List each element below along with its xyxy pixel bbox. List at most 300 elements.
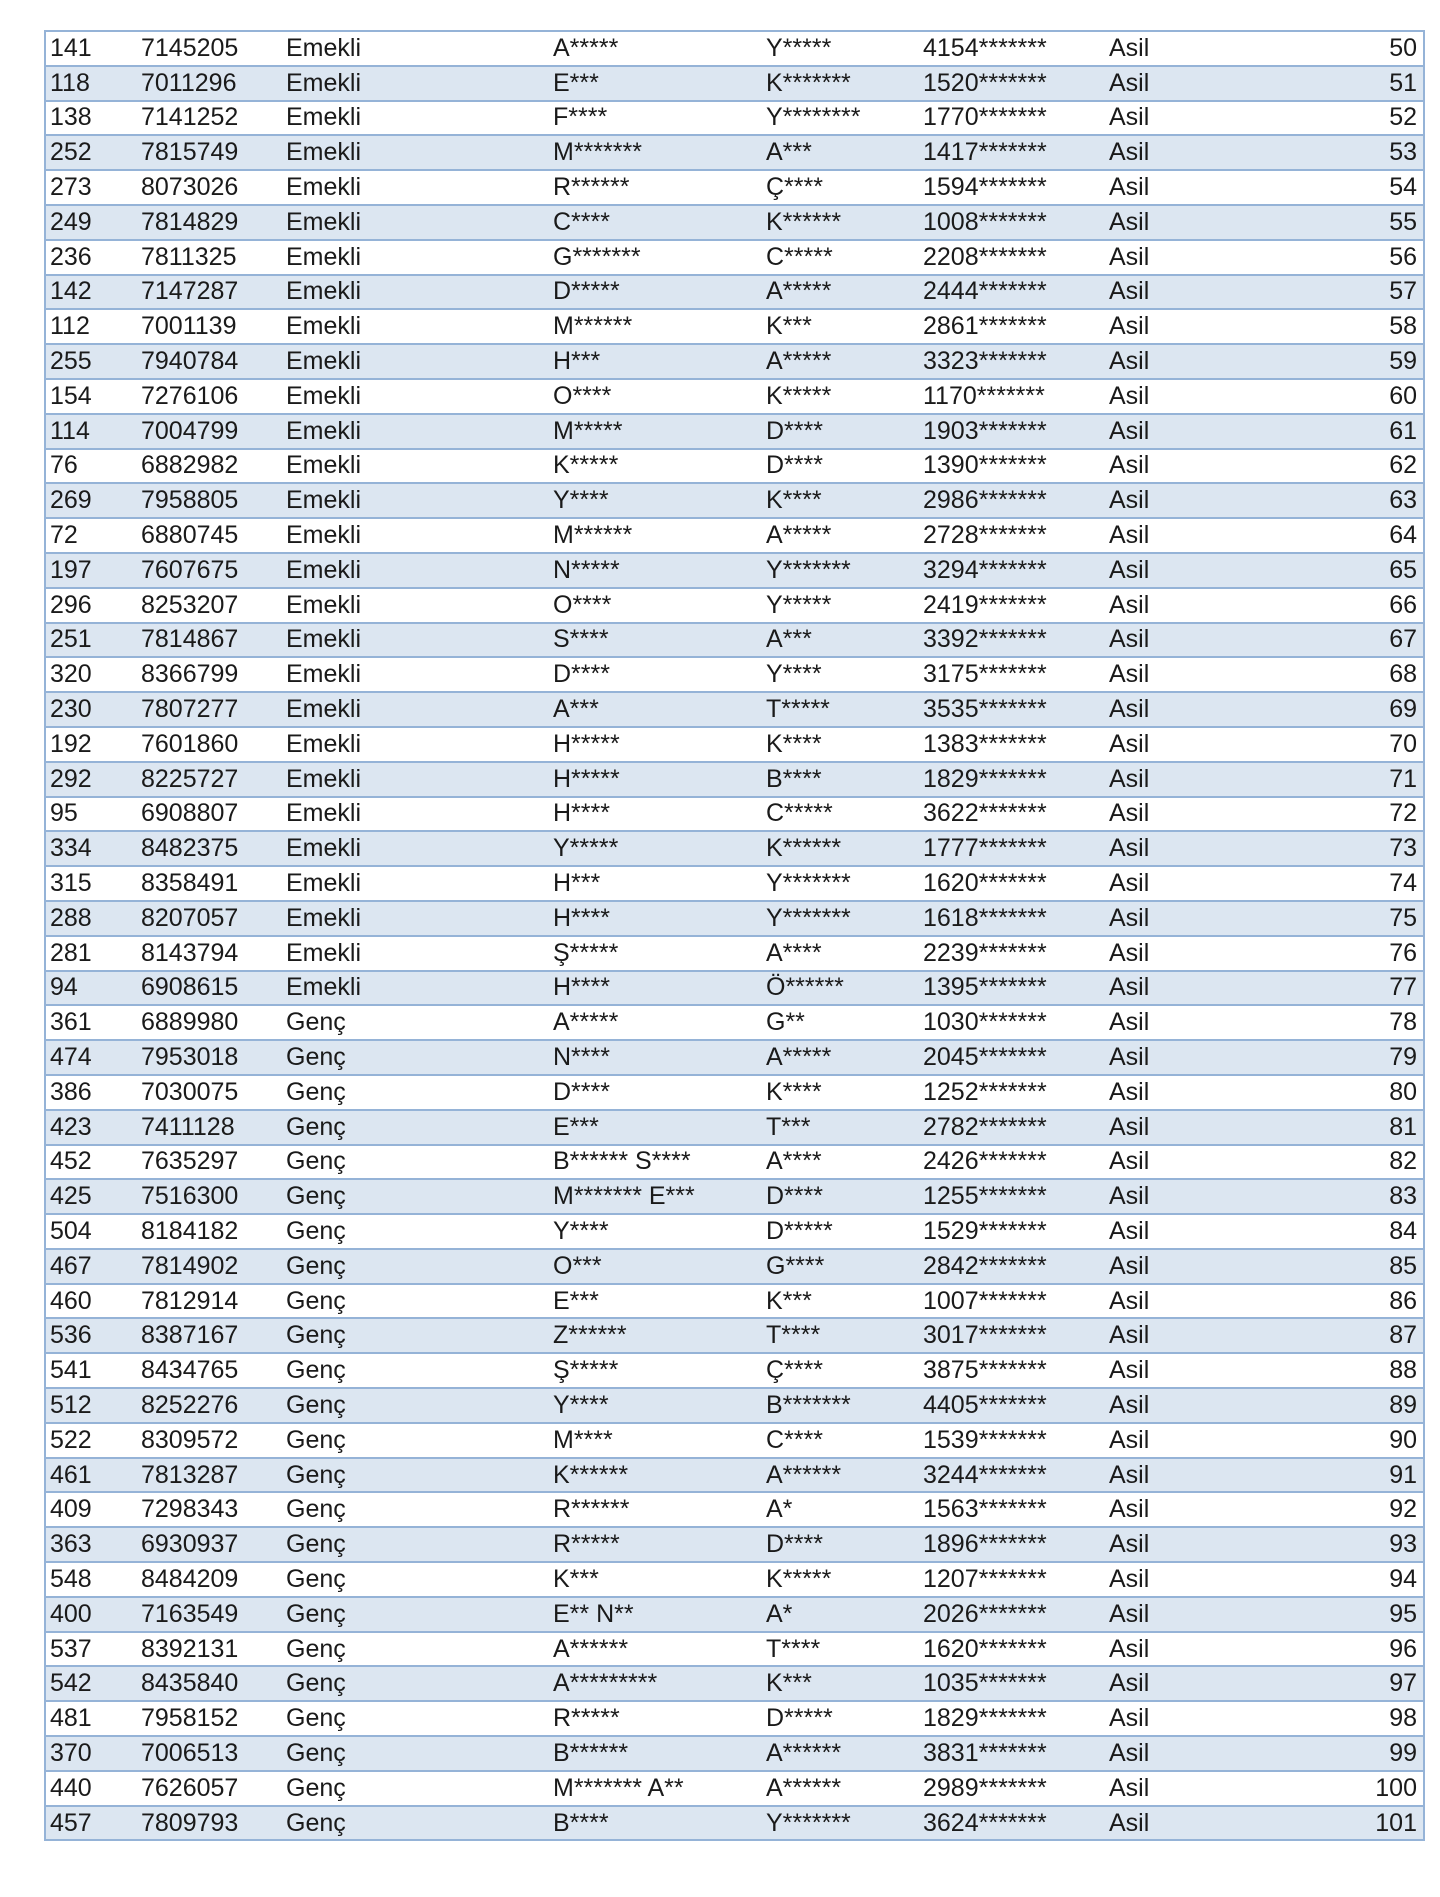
application-number-cell: 7607675 (137, 553, 282, 588)
table-row (45, 1075, 1424, 1110)
id-number-cell: 1777******* (919, 831, 1105, 866)
application-number-cell: 7815749 (137, 135, 282, 170)
table-row (45, 692, 1424, 727)
first-name-cell: R***** (549, 1527, 762, 1562)
table-row (45, 1214, 1424, 1249)
last-name-cell: A* (762, 1492, 919, 1527)
id-number-cell: 1007******* (919, 1284, 1105, 1319)
first-name-cell: K****** (549, 1458, 762, 1493)
category-cell: Genç (282, 1666, 549, 1701)
rank-cell: 52 (1215, 101, 1424, 136)
last-name-cell: T*** (762, 1110, 919, 1145)
row-id-cell: 296 (45, 588, 137, 623)
row-id-cell: 548 (45, 1562, 137, 1597)
table-row (45, 1110, 1424, 1145)
rank-cell: 66 (1215, 588, 1424, 623)
first-name-cell: B****** (549, 1736, 762, 1771)
id-number-cell: 1395******* (919, 971, 1105, 1006)
status-cell: Asil (1105, 1353, 1215, 1388)
first-name-cell: Z****** (549, 1318, 762, 1353)
id-number-cell: 1520******* (919, 66, 1105, 101)
table-row (45, 1005, 1424, 1040)
application-number-cell: 7145205 (137, 31, 282, 66)
id-number-cell: 1529******* (919, 1214, 1105, 1249)
rank-cell: 79 (1215, 1040, 1424, 1075)
row-id-cell: 320 (45, 657, 137, 692)
table-row (45, 727, 1424, 762)
row-id-cell: 141 (45, 31, 137, 66)
first-name-cell: H***** (549, 762, 762, 797)
application-number-cell: 8434765 (137, 1353, 282, 1388)
status-cell: Asil (1105, 1632, 1215, 1667)
status-cell: Asil (1105, 1423, 1215, 1458)
application-number-cell: 7298343 (137, 1492, 282, 1527)
application-number-cell: 8207057 (137, 901, 282, 936)
table-row (45, 1388, 1424, 1423)
id-number-cell: 3294******* (919, 553, 1105, 588)
last-name-cell: K**** (762, 1075, 919, 1110)
row-id-cell: 522 (45, 1423, 137, 1458)
last-name-cell: D**** (762, 1179, 919, 1214)
id-number-cell: 4154******* (919, 31, 1105, 66)
id-number-cell: 1896******* (919, 1527, 1105, 1562)
table-row (45, 170, 1424, 205)
rank-cell: 53 (1215, 135, 1424, 170)
rank-cell: 58 (1215, 309, 1424, 344)
category-cell: Emekli (282, 623, 549, 658)
status-cell: Asil (1105, 831, 1215, 866)
id-number-cell: 4405******* (919, 1388, 1105, 1423)
table-row (45, 309, 1424, 344)
last-name-cell: A***** (762, 275, 919, 310)
first-name-cell: E** N** (549, 1597, 762, 1632)
id-number-cell: 1770******* (919, 101, 1105, 136)
last-name-cell: Y******* (762, 901, 919, 936)
row-id-cell: 440 (45, 1771, 137, 1806)
rank-cell: 95 (1215, 1597, 1424, 1632)
id-number-cell: 1829******* (919, 1701, 1105, 1736)
category-cell: Emekli (282, 170, 549, 205)
table-row (45, 379, 1424, 414)
results-table (44, 30, 1425, 1841)
id-number-cell: 3175******* (919, 657, 1105, 692)
row-id-cell: 269 (45, 483, 137, 518)
last-name-cell: D**** (762, 449, 919, 484)
first-name-cell: H**** (549, 901, 762, 936)
rank-cell: 84 (1215, 1214, 1424, 1249)
last-name-cell: D***** (762, 1701, 919, 1736)
id-number-cell: 1618******* (919, 901, 1105, 936)
last-name-cell: Y******* (762, 1806, 919, 1841)
category-cell: Genç (282, 1249, 549, 1284)
status-cell: Asil (1105, 1701, 1215, 1736)
rank-cell: 62 (1215, 449, 1424, 484)
category-cell: Emekli (282, 135, 549, 170)
rank-cell: 63 (1215, 483, 1424, 518)
first-name-cell: M****** (549, 518, 762, 553)
application-number-cell: 7811325 (137, 240, 282, 275)
last-name-cell: K*** (762, 309, 919, 344)
table-row (45, 483, 1424, 518)
rank-cell: 75 (1215, 901, 1424, 936)
category-cell: Emekli (282, 588, 549, 623)
status-cell: Asil (1105, 657, 1215, 692)
application-number-cell: 7626057 (137, 1771, 282, 1806)
category-cell: Genç (282, 1701, 549, 1736)
application-number-cell: 7958152 (137, 1701, 282, 1736)
status-cell: Asil (1105, 449, 1215, 484)
row-id-cell: 252 (45, 135, 137, 170)
table-row (45, 1806, 1424, 1841)
table-row (45, 797, 1424, 832)
application-number-cell: 8309572 (137, 1423, 282, 1458)
rank-cell: 96 (1215, 1632, 1424, 1667)
table-row (45, 135, 1424, 170)
table-row (45, 240, 1424, 275)
id-number-cell: 2782******* (919, 1110, 1105, 1145)
table-row (45, 1527, 1424, 1562)
rank-cell: 83 (1215, 1179, 1424, 1214)
first-name-cell: Y**** (549, 483, 762, 518)
category-cell: Genç (282, 1318, 549, 1353)
status-cell: Asil (1105, 66, 1215, 101)
status-cell: Asil (1105, 1458, 1215, 1493)
id-number-cell: 1563******* (919, 1492, 1105, 1527)
rank-cell: 69 (1215, 692, 1424, 727)
row-id-cell: 425 (45, 1179, 137, 1214)
application-number-cell: 7813287 (137, 1458, 282, 1493)
last-name-cell: D**** (762, 1527, 919, 1562)
category-cell: Emekli (282, 518, 549, 553)
status-cell: Asil (1105, 309, 1215, 344)
first-name-cell: D***** (549, 275, 762, 310)
row-id-cell: 251 (45, 623, 137, 658)
last-name-cell: K****** (762, 205, 919, 240)
table-row (45, 344, 1424, 379)
status-cell: Asil (1105, 762, 1215, 797)
status-cell: Asil (1105, 1249, 1215, 1284)
category-cell: Genç (282, 1005, 549, 1040)
category-cell: Emekli (282, 275, 549, 310)
last-name-cell: A***** (762, 518, 919, 553)
application-number-cell: 7411128 (137, 1110, 282, 1145)
application-number-cell: 7635297 (137, 1145, 282, 1180)
first-name-cell: A***** (549, 1005, 762, 1040)
table-row (45, 1249, 1424, 1284)
status-cell: Asil (1105, 1214, 1215, 1249)
status-cell: Asil (1105, 101, 1215, 136)
last-name-cell: C***** (762, 797, 919, 832)
status-cell: Asil (1105, 1771, 1215, 1806)
last-name-cell: B**** (762, 762, 919, 797)
rank-cell: 101 (1215, 1806, 1424, 1841)
first-name-cell: Ş***** (549, 936, 762, 971)
last-name-cell: A**** (762, 1145, 919, 1180)
table-row (45, 1736, 1424, 1771)
rank-cell: 59 (1215, 344, 1424, 379)
rank-cell: 85 (1215, 1249, 1424, 1284)
application-number-cell: 7163549 (137, 1597, 282, 1632)
application-number-cell: 8253207 (137, 588, 282, 623)
table-row (45, 101, 1424, 136)
category-cell: Emekli (282, 240, 549, 275)
last-name-cell: T**** (762, 1318, 919, 1353)
id-number-cell: 3323******* (919, 344, 1105, 379)
row-id-cell: 112 (45, 309, 137, 344)
first-name-cell: D**** (549, 657, 762, 692)
id-number-cell: 2419******* (919, 588, 1105, 623)
category-cell: Genç (282, 1388, 549, 1423)
first-name-cell: A********* (549, 1666, 762, 1701)
row-id-cell: 512 (45, 1388, 137, 1423)
row-id-cell: 541 (45, 1353, 137, 1388)
row-id-cell: 363 (45, 1527, 137, 1562)
rank-cell: 98 (1215, 1701, 1424, 1736)
last-name-cell: A* (762, 1597, 919, 1632)
row-id-cell: 452 (45, 1145, 137, 1180)
rank-cell: 51 (1215, 66, 1424, 101)
application-number-cell: 7807277 (137, 692, 282, 727)
id-number-cell: 1035******* (919, 1666, 1105, 1701)
first-name-cell: M******* A** (549, 1771, 762, 1806)
last-name-cell: T**** (762, 1632, 919, 1667)
last-name-cell: Ç**** (762, 1353, 919, 1388)
rank-cell: 64 (1215, 518, 1424, 553)
first-name-cell: M**** (549, 1423, 762, 1458)
id-number-cell: 1903******* (919, 414, 1105, 449)
category-cell: Genç (282, 1562, 549, 1597)
rank-cell: 87 (1215, 1318, 1424, 1353)
first-name-cell: O*** (549, 1249, 762, 1284)
first-name-cell: F**** (549, 101, 762, 136)
last-name-cell: T***** (762, 692, 919, 727)
rank-cell: 81 (1215, 1110, 1424, 1145)
category-cell: Emekli (282, 797, 549, 832)
status-cell: Asil (1105, 1736, 1215, 1771)
id-number-cell: 1620******* (919, 866, 1105, 901)
status-cell: Asil (1105, 727, 1215, 762)
row-id-cell: 292 (45, 762, 137, 797)
first-name-cell: N***** (549, 553, 762, 588)
last-name-cell: K*** (762, 1666, 919, 1701)
table-row (45, 1284, 1424, 1319)
row-id-cell: 288 (45, 901, 137, 936)
first-name-cell: A***** (549, 31, 762, 66)
category-cell: Genç (282, 1145, 549, 1180)
id-number-cell: 1620******* (919, 1632, 1105, 1667)
id-number-cell: 2208******* (919, 240, 1105, 275)
last-name-cell: D**** (762, 414, 919, 449)
status-cell: Asil (1105, 797, 1215, 832)
status-cell: Asil (1105, 588, 1215, 623)
application-number-cell: 7276106 (137, 379, 282, 414)
first-name-cell: H*** (549, 866, 762, 901)
application-number-cell: 6889980 (137, 1005, 282, 1040)
first-name-cell: R****** (549, 170, 762, 205)
id-number-cell: 2989******* (919, 1771, 1105, 1806)
last-name-cell: K******* (762, 66, 919, 101)
rank-cell: 60 (1215, 379, 1424, 414)
id-number-cell: 1252******* (919, 1075, 1105, 1110)
id-number-cell: 3875******* (919, 1353, 1105, 1388)
first-name-cell: K***** (549, 449, 762, 484)
status-cell: Asil (1105, 205, 1215, 240)
first-name-cell: H*** (549, 344, 762, 379)
last-name-cell: Y******* (762, 866, 919, 901)
category-cell: Emekli (282, 553, 549, 588)
last-name-cell: K****** (762, 831, 919, 866)
application-number-cell: 7601860 (137, 727, 282, 762)
first-name-cell: Ş***** (549, 1353, 762, 1388)
results-table-container (44, 30, 1423, 1841)
category-cell: Genç (282, 1284, 549, 1319)
last-name-cell: A***** (762, 1040, 919, 1075)
status-cell: Asil (1105, 1597, 1215, 1632)
rank-cell: 74 (1215, 866, 1424, 901)
row-id-cell: 386 (45, 1075, 137, 1110)
first-name-cell: A****** (549, 1632, 762, 1667)
status-cell: Asil (1105, 971, 1215, 1006)
table-row (45, 1040, 1424, 1075)
application-number-cell: 7141252 (137, 101, 282, 136)
application-number-cell: 8358491 (137, 866, 282, 901)
rank-cell: 93 (1215, 1527, 1424, 1562)
first-name-cell: M****** (549, 309, 762, 344)
category-cell: Genç (282, 1527, 549, 1562)
table-row (45, 518, 1424, 553)
table-body (45, 31, 1424, 1840)
category-cell: Genç (282, 1179, 549, 1214)
status-cell: Asil (1105, 1492, 1215, 1527)
first-name-cell: A*** (549, 692, 762, 727)
application-number-cell: 7814867 (137, 623, 282, 658)
status-cell: Asil (1105, 1005, 1215, 1040)
table-row (45, 831, 1424, 866)
status-cell: Asil (1105, 414, 1215, 449)
id-number-cell: 1383******* (919, 727, 1105, 762)
status-cell: Asil (1105, 518, 1215, 553)
rank-cell: 92 (1215, 1492, 1424, 1527)
id-number-cell: 2728******* (919, 518, 1105, 553)
application-number-cell: 8366799 (137, 657, 282, 692)
category-cell: Genç (282, 1075, 549, 1110)
row-id-cell: 370 (45, 1736, 137, 1771)
table-row (45, 31, 1424, 66)
category-cell: Genç (282, 1423, 549, 1458)
category-cell: Genç (282, 1632, 549, 1667)
table-row (45, 588, 1424, 623)
application-number-cell: 7011296 (137, 66, 282, 101)
application-number-cell: 7814829 (137, 205, 282, 240)
status-cell: Asil (1105, 483, 1215, 518)
status-cell: Asil (1105, 1179, 1215, 1214)
first-name-cell: Y***** (549, 831, 762, 866)
rank-cell: 90 (1215, 1423, 1424, 1458)
id-number-cell: 1255******* (919, 1179, 1105, 1214)
rank-cell: 61 (1215, 414, 1424, 449)
category-cell: Genç (282, 1110, 549, 1145)
id-number-cell: 3535******* (919, 692, 1105, 727)
id-number-cell: 1390******* (919, 449, 1105, 484)
category-cell: Emekli (282, 101, 549, 136)
first-name-cell: H***** (549, 727, 762, 762)
rank-cell: 65 (1215, 553, 1424, 588)
id-number-cell: 3244******* (919, 1458, 1105, 1493)
rank-cell: 100 (1215, 1771, 1424, 1806)
last-name-cell: B******* (762, 1388, 919, 1423)
application-number-cell: 8392131 (137, 1632, 282, 1667)
category-cell: Emekli (282, 866, 549, 901)
first-name-cell: R****** (549, 1492, 762, 1527)
table-row (45, 414, 1424, 449)
last-name-cell: K***** (762, 1562, 919, 1597)
row-id-cell: 142 (45, 275, 137, 310)
status-cell: Asil (1105, 344, 1215, 379)
rank-cell: 97 (1215, 1666, 1424, 1701)
rank-cell: 55 (1215, 205, 1424, 240)
id-number-cell: 2842******* (919, 1249, 1105, 1284)
last-name-cell: A*** (762, 623, 919, 658)
last-name-cell: Y***** (762, 588, 919, 623)
category-cell: Emekli (282, 344, 549, 379)
row-id-cell: 255 (45, 344, 137, 379)
last-name-cell: D***** (762, 1214, 919, 1249)
status-cell: Asil (1105, 866, 1215, 901)
application-number-cell: 7940784 (137, 344, 282, 379)
category-cell: Emekli (282, 692, 549, 727)
rank-cell: 50 (1215, 31, 1424, 66)
category-cell: Emekli (282, 936, 549, 971)
application-number-cell: 8225727 (137, 762, 282, 797)
id-number-cell: 2444******* (919, 275, 1105, 310)
first-name-cell: H**** (549, 971, 762, 1006)
last-name-cell: K***** (762, 379, 919, 414)
rank-cell: 91 (1215, 1458, 1424, 1493)
category-cell: Genç (282, 1771, 549, 1806)
table-row (45, 1423, 1424, 1458)
first-name-cell: O**** (549, 588, 762, 623)
table-row (45, 1701, 1424, 1736)
rank-cell: 89 (1215, 1388, 1424, 1423)
table-row (45, 1771, 1424, 1806)
category-cell: Genç (282, 1736, 549, 1771)
row-id-cell: 95 (45, 797, 137, 832)
first-name-cell: B**** (549, 1806, 762, 1841)
status-cell: Asil (1105, 1145, 1215, 1180)
row-id-cell: 542 (45, 1666, 137, 1701)
row-id-cell: 118 (45, 66, 137, 101)
last-name-cell: A**** (762, 936, 919, 971)
table-row (45, 1666, 1424, 1701)
application-number-cell: 6908615 (137, 971, 282, 1006)
category-cell: Emekli (282, 901, 549, 936)
id-number-cell: 1207******* (919, 1562, 1105, 1597)
table-row (45, 553, 1424, 588)
rank-cell: 77 (1215, 971, 1424, 1006)
first-name-cell: S**** (549, 623, 762, 658)
application-number-cell: 7004799 (137, 414, 282, 449)
row-id-cell: 474 (45, 1040, 137, 1075)
status-cell: Asil (1105, 31, 1215, 66)
row-id-cell: 361 (45, 1005, 137, 1040)
rank-cell: 54 (1215, 170, 1424, 205)
category-cell: Genç (282, 1492, 549, 1527)
category-cell: Genç (282, 1806, 549, 1841)
status-cell: Asil (1105, 1562, 1215, 1597)
row-id-cell: 481 (45, 1701, 137, 1736)
rank-cell: 86 (1215, 1284, 1424, 1319)
last-name-cell: C***** (762, 240, 919, 275)
